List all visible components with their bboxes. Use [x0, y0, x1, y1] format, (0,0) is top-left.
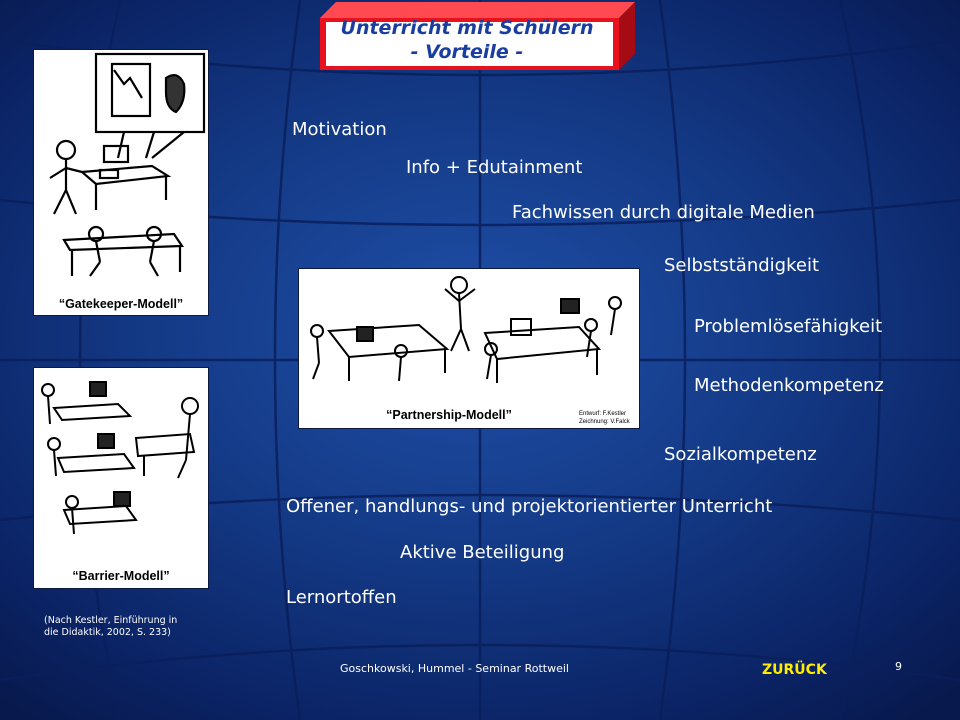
title-line-1: Unterricht mit Schülern [340, 17, 594, 39]
credit-line-2: Zeichnung: V.Falck [579, 419, 630, 425]
item-problemloesefaehigkeit: Problemlösefähigkeit [694, 316, 883, 337]
citation [44, 615, 177, 639]
gatekeeper-caption: “Gatekeeper-Modell” [58, 297, 184, 311]
footer-text: Goschkowski, Hummel - Seminar Rottweil [340, 662, 569, 675]
item-fachwissen: Fachwissen durch digitale Medien [512, 202, 815, 223]
item-aktive-beteiligung: Aktive Beteiligung [400, 542, 565, 563]
partnership-caption: “Partnership-Modell” [386, 408, 512, 422]
back-link[interactable]: ZURÜCK [762, 662, 827, 678]
credit-line-1: Entwurf: F.Kestler [579, 411, 627, 417]
partnership-image [298, 268, 640, 429]
item-offener-unterricht: Offener, handlungs- und projektorientierter Unterricht [286, 496, 773, 517]
citation-line-1: (Nach Kestler, Einführung in [44, 615, 178, 626]
gatekeeper-drawing [34, 50, 208, 315]
item-sozialkompetenz: Sozialkompetenz [664, 444, 817, 465]
citation-line-2: die Didaktik, 2002, S. 233) [44, 627, 171, 638]
item-info-edutainment: Info + Edutainment [406, 157, 583, 178]
page-number: 9 [895, 660, 902, 673]
barrier-image [33, 367, 209, 589]
item-motivation: Motivation [292, 119, 387, 140]
item-lernortoffen: Lernortoffen [286, 587, 397, 608]
title-line-2: - Vorteile - [410, 41, 524, 63]
item-methodenkompetenz: Methodenkompetenz [694, 375, 884, 396]
page-title [322, 16, 612, 64]
partnership-drawing [299, 269, 639, 428]
barrier-drawing [34, 368, 208, 588]
item-selbststaendigkeit: Selbstständigkeit [664, 255, 820, 276]
barrier-caption: “Barrier-Modell” [72, 569, 170, 583]
gatekeeper-image [33, 49, 209, 316]
